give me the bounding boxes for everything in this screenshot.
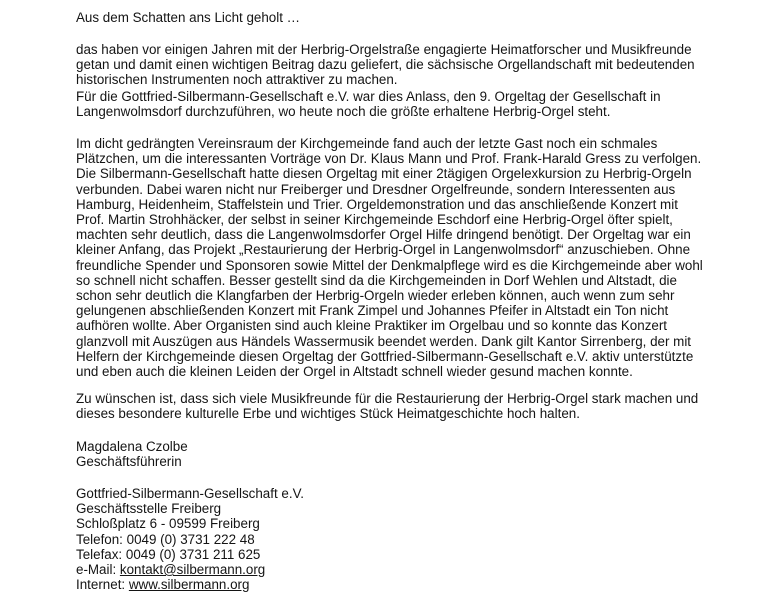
document-title: Aus dem Schatten ans Licht geholt … [76, 10, 301, 25]
address-block [76, 486, 304, 592]
email-link[interactable]: kontakt@silbermann.org [119, 562, 266, 578]
body-line: glanzvoll mit Auszügen aus Händels Wassermusik beendet werden. Dank gilt Kantor Sirrenberg, der mit [76, 333, 692, 349]
body-line: Die Silbermann-Gesellschaft hatte diesen Orgeltag mit einer 2tägigen Orgelexkursion zu Herbrig-Orgeln [76, 166, 692, 182]
closing-paragraph [76, 391, 698, 421]
closing-line: Zu wünschen ist, dass sich viele Musikfreunde für die Restaurierung der Herbrig-Orgel stark machen und [76, 391, 699, 406]
body-line: Im dicht gedrängten Vereinsraum der Kirchgemeinde fand auch der letzte Gast noch ein schmales [76, 136, 658, 151]
address-org: Gottfried-Silbermann-Gesellschaft e.V. [76, 486, 304, 501]
body-line: freundliche Spender und Sponsoren sowie Mittel der Denkmalpflege wird es die Kirchgemeinde aber wohl [76, 257, 703, 273]
address-email-row [76, 562, 304, 577]
body-line: Hamburg, Heidenheim, Staffelstein und Trier. Orgeldemonstration und das anschließende Konzert mit [76, 196, 678, 212]
intro2-line: Für die Gottfried-Silbermann-Gesellschaft e.V. war dies Anlass, den 9. Orgeltag der Gesellschaft in [76, 89, 661, 104]
body-paragraph [76, 136, 703, 379]
body-line: schon sehr deutlich die Klangfarben der Herbrig-Orgeln wieder erleben können, auch wenn zum sehr [76, 288, 675, 304]
address-phone: Telefon: 0049 (0) 3731 222 48 [76, 531, 255, 547]
intro-paragraph-2 [76, 89, 661, 119]
intro-paragraph [76, 42, 695, 88]
address-office: Geschäftsstelle Freiberg [76, 501, 222, 517]
body-line: so schnell nicht schaffen. Besser gestellt sind da die Kirchgemeinden in Dorf Wehlen und Altstadt, die [76, 272, 677, 288]
address-internet-row [76, 577, 304, 592]
body-line: und eben auch die kleinen Leiden der Orgel in Altstadt schnell wieder gesund machen konnte. [76, 364, 633, 380]
body-line: Plätzchen, um die interessanten Vorträge von Dr. Klaus Mann und Prof. Frank-Harald Gress zu verfolgen. [76, 151, 702, 167]
email-label: e-Mail: [76, 562, 120, 578]
closing-line: dieses besondere kulturelle Erbe und wichtiges Stück Heimatgeschichte hoch halten. [76, 406, 580, 422]
intro-line: getan und damit einen wichtigen Beitrag dazu geliefert, die sächsische Orgellandschaft mit bedeutenden [76, 57, 695, 73]
address-fax: Telefax: 0049 (0) 3731 211 625 [76, 546, 261, 562]
intro2-line: Langenwolmsdorf durchzuführen, wo heute noch die größte erhaltene Herbrig-Orgel steht. [76, 104, 611, 120]
body-line: kleiner Anfang, das Projekt „Restaurierung der Herbrig-Orgel in Langenwolmsdorf“ anzuschieben. Ohne [76, 242, 691, 258]
signature-name: Magdalena Czolbe [76, 439, 188, 454]
body-line: aufhören wollte. Aber Organisten sind auch kleine Praktiker im Orgelbau und so konnte das Konzert [76, 318, 668, 334]
signature-role: Geschäftsführerin [76, 454, 182, 470]
signature-block [76, 439, 188, 469]
body-line: gelungenen abschließenden Konzert mit Frank Zimpel und Johannes Pfeifer in Altstadt ein Ton nicht [76, 303, 669, 319]
intro-line: historischen Instrumenten noch attraktiver zu machen. [76, 72, 398, 88]
body-line: machten sehr deutlich, dass die Langenwolmsdorfer Orgel Hilfe dringend benötigt. Der Orgeltag war ein [76, 227, 691, 243]
body-line: Prof. Martin Strohhäcker, der selbst in seiner Kirchgemeinde Eschdorf eine Herbrig-Orgel öfter spielt, [76, 212, 673, 228]
internet-label: Internet: [76, 577, 129, 593]
website-link[interactable]: www.silbermann.org [128, 577, 250, 593]
address-street: Schloßplatz 6 - 09599 Freiberg [76, 516, 260, 532]
body-line: Helfern der Kirchgemeinde diesen Orgeltag der Gottfried-Silbermann-Gesellschaft e.V. aktiv unterstützte [76, 348, 694, 364]
body-line: verbunden. Dabei waren nicht nur Freiberger und Dresdner Orgelfreunde, sondern Interessenten aus [76, 181, 676, 197]
intro-line: das haben vor einigen Jahren mit der Herbrig-Orgelstraße engagierte Heimatforscher und Musikfreunde [76, 42, 692, 57]
